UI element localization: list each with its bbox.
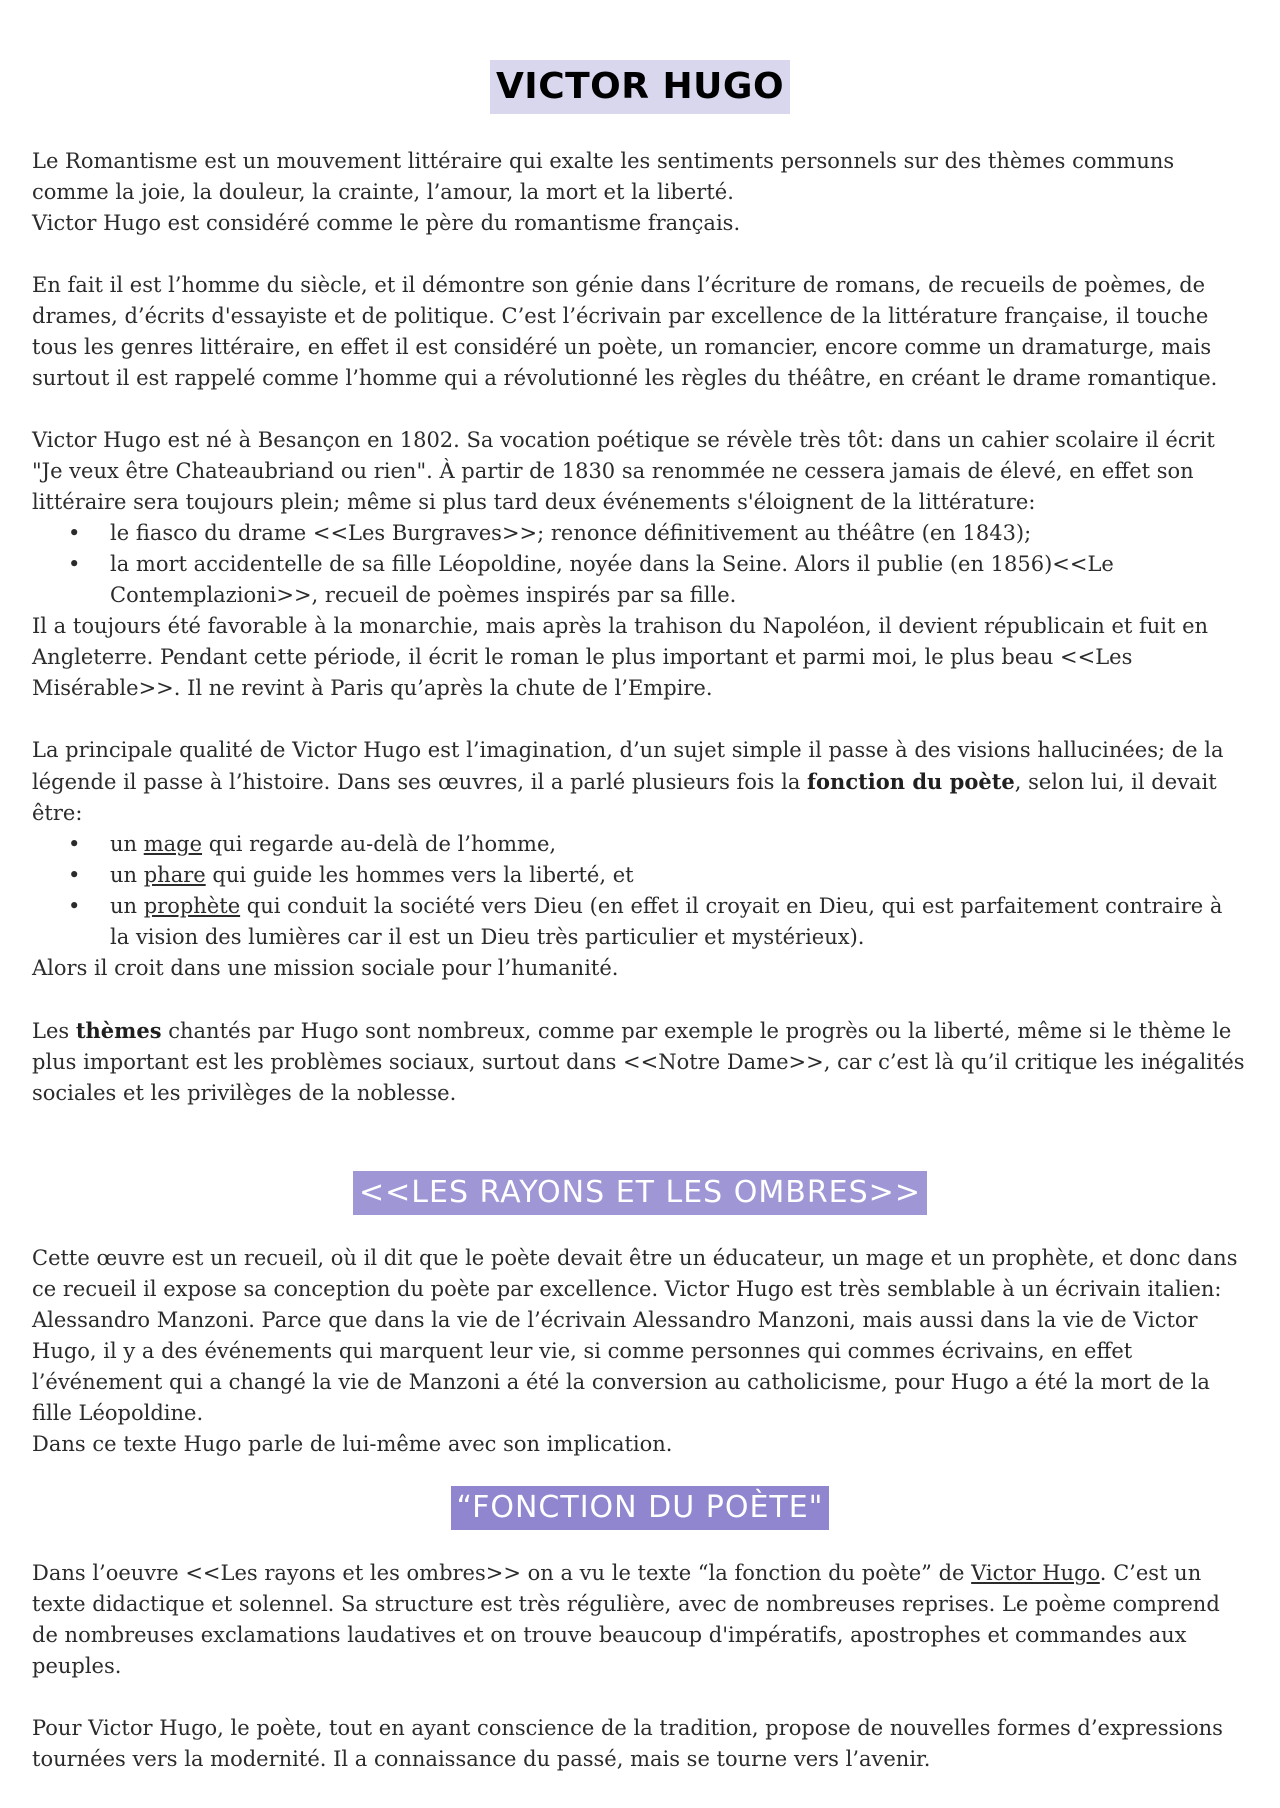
section-title-fonction: “FONCTION DU POÈTE" — [451, 1486, 830, 1530]
themes-bold-term: thèmes — [75, 1018, 162, 1043]
themes-text-end: chantés par Hugo sont nombreux, comme par exemple le progrès ou la liberté, même si le thème le plus important est les problèmes sociaux, surtout dans <<Notre Dame>>, car c’est là qu’il critique les inégalités sociales et les privilèges de la noblesse. — [32, 1019, 1245, 1105]
intro-paragraph-2: Victor Hugo est considéré comme le père du romantisme français. — [32, 211, 741, 235]
spacer — [32, 1682, 1248, 1713]
spacer — [32, 984, 1248, 1015]
list-item — [110, 860, 1248, 891]
role-prefix: un — [110, 832, 144, 856]
bio-paragraph-1: Victor Hugo est né à Besançon en 1802. Sa vocation poétique se révèle très tôt: dans un cahier scolaire il écrit "Je veux être Chateaubriand ou rien". À partir de 1830 sa renommée ne cessera jamais de élevé, en effet son littéraire sera toujours plein; même si plus tard deux événements s'éloignent de la littérature: — [32, 428, 1215, 514]
poet-roles-list — [32, 829, 1248, 953]
list-item — [110, 891, 1248, 953]
spacer — [32, 1109, 1248, 1171]
fonction-paragraph-2: Pour Victor Hugo, le poète, tout en ayant conscience de la tradition, propose de nouvelles formes d’expressions tournées vers la modernité. Il a connaissance du passé, mais se tourne vers l’avenir. — [32, 1716, 1223, 1771]
spacer — [32, 239, 1248, 270]
rayons-paragraph-1: Cette œuvre est un recueil, où il dit que le poète devait être un éducateur, un mage et un prophète, et donc dans ce recueil il expose sa conception du poète par excellence. Victor Hugo est très semblable à un écrivain italien: Alessandro Manzoni. Parce que dans la vie de l’écrivain Alessandro Manzoni, mais aussi dans la vie de Victor Hugo, il y a des événements qui marquent leur vie, si comme personnes qui commes écrivains, en effet l’événement qui a changé la vie de Manzoni a été la conversion au catholicisme, pour Hugo a été la mort de la fille Léopoldine. — [32, 1246, 1238, 1425]
section-heading-block — [32, 1171, 1248, 1215]
title-block — [32, 60, 1248, 114]
role-description: qui conduit la société vers Dieu (en effet il croyait en Dieu, qui est parfaitement contraire à la vision des lumières car il est un Dieu très particulier et mystérieux). — [110, 894, 1223, 949]
victor-hugo-link[interactable]: Victor Hugo — [971, 1561, 1100, 1585]
quality-bold-term: fonction du poète — [807, 769, 1015, 794]
section-title-rayons: <<LES RAYONS ET LES OMBRES>> — [353, 1171, 927, 1215]
rayons-paragraph-2: Dans ce texte Hugo parle de lui-même avec son implication. — [32, 1432, 673, 1456]
role-prefix: un — [110, 894, 144, 918]
role-phare: phare — [143, 863, 206, 887]
quality-text: La principale qualité de Victor Hugo est l’imagination, d’un sujet simple il passe à des visions hallucinées; de la légende il passe à l’histoire. Dans ses œuvres, il a parlé plusieurs fois la — [32, 738, 1224, 794]
page-title: VICTOR HUGO — [490, 60, 790, 114]
spacer — [32, 394, 1248, 425]
list-item: • la mort accidentelle de sa fille Léopoldine, noyée dans la Seine. Alors il publie (en 1856)<<Le Contemplazioni>>, recueil de poèmes inspirés par sa fille. — [110, 549, 1248, 611]
quality-paragraph-2: Alors il croit dans une mission sociale pour l’humanité. — [32, 956, 619, 980]
themes-paragraph — [32, 1015, 1248, 1109]
fonction-text: Dans l’oeuvre <<Les rayons et les ombres>> on a vu le texte “la fonction du poète” de — [32, 1561, 972, 1585]
list-item — [110, 829, 1248, 860]
role-prophete: prophète — [143, 894, 241, 918]
role-mage: mage — [143, 832, 203, 856]
fonction-paragraph-1 — [32, 1558, 1248, 1682]
intro-paragraph-1: Le Romantisme est un mouvement littéraire qui exalte les sentiments personnels sur des thèmes communs comme la joie, la douleur, la crainte, l’amour, la mort et la liberté. — [32, 149, 1175, 204]
quality-text-end: , selon lui, il devait être: — [32, 770, 1217, 825]
spacer — [32, 1530, 1248, 1558]
role-description: qui regarde au-delà de l’homme, — [202, 832, 557, 856]
bio-event-list — [32, 518, 1248, 611]
spacer — [32, 1460, 1248, 1486]
spacer — [32, 704, 1248, 735]
spacer — [32, 1215, 1248, 1243]
role-prefix: un — [110, 863, 144, 887]
intro-paragraph-3: En fait il est l’homme du siècle, et il démontre son génie dans l’écriture de romans, de recueils de poèmes, de drames, d’écrits d'essayiste et de politique. C’est l’écrivain par excellence de la littérature française, il touche tous les genres littéraire, en effet il est considéré un poète, un romancier, encore comme un dramaturge, mais surtout il est rappelé comme l’homme qui a révolutionné les règles du théâtre, en créant le drame romantique. — [32, 273, 1218, 390]
list-item: • le fiasco du drame <<Les Burgraves>>; renonce définitivement au théâtre (en 1843); — [110, 518, 1248, 549]
role-description: qui guide les hommes vers la liberté, et — [205, 863, 634, 887]
bio-paragraph-2: Il a toujours été favorable à la monarchie, mais après la trahison du Napoléon, il devient républicain et fuit en Angleterre. Pendant cette période, il écrit le roman le plus important et parmi moi, le plus beau <<Les Misérable>>. Il ne revint à Paris qu’après la chute de l’Empire. — [32, 614, 1209, 700]
section-heading-block — [32, 1486, 1248, 1530]
themes-text: Les — [32, 1019, 76, 1043]
quality-paragraph-1 — [32, 735, 1248, 829]
fonction-text-end: . C’est un texte didactique et solennel. Sa structure est très régulière, avec de nombreuses reprises. Le poème comprend de nombreuses exclamations laudatives et on trouve beaucoup d'impératifs, apostrophes et commandes aux peuples. — [32, 1561, 1220, 1678]
